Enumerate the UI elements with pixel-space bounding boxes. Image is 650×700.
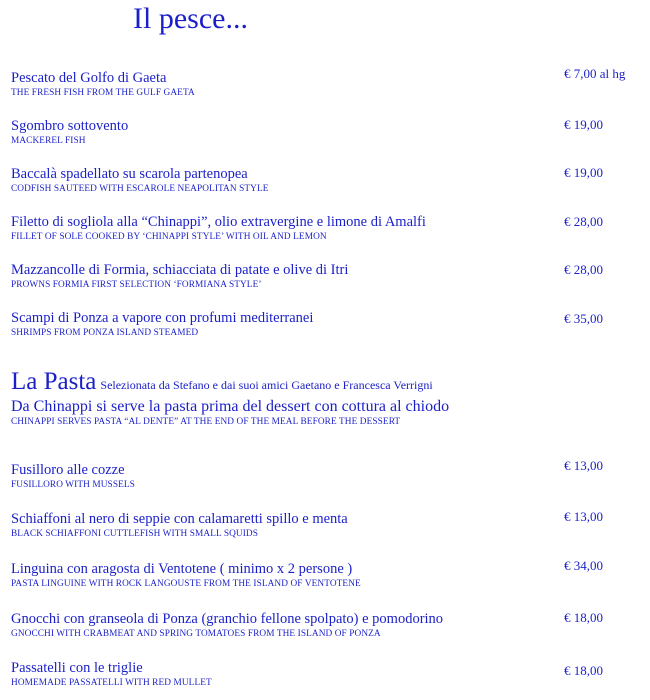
dish-description: CODFISH SAUTEED WITH ESCAROLE NEAPOLITAN STYLE	[11, 184, 269, 194]
dish-price: € 13,00	[564, 509, 603, 524]
dish-description: PROWNS FORMIA FIRST SELECTION ‘FORMIANA STYLE’	[11, 280, 262, 290]
menu-item	[11, 70, 551, 99]
dish-description: BLACK SCHIAFFONI CUTTLEFISH WITH SMALL SQUIDS	[11, 529, 259, 539]
menu-item	[11, 214, 551, 243]
dish-price: € 13,00	[564, 458, 603, 473]
dish-description: FUSILLORO WITH MUSSELS	[11, 480, 135, 490]
dish-description: FILLET OF SOLE COOKED BY ‘CHINAPPI STYLE’ WITH OIL AND LEMON	[11, 232, 327, 242]
menu-item	[11, 561, 551, 590]
menu-item	[11, 611, 551, 640]
dish-description: PASTA LINGUINE WITH ROCK LANGOUSTE FROM THE ISLAND OF VENTOTENE	[11, 579, 361, 589]
dish-price: € 18,00	[564, 610, 603, 625]
dish-price: € 35,00	[564, 311, 603, 326]
section-note: Da Chinappi si serve la pasta prima del dessert con cottura al chiodo	[11, 398, 450, 415]
dish-description: THE FRESH FISH FROM THE GULF GAETA	[11, 88, 195, 98]
dish-price: € 19,00	[564, 165, 603, 180]
dish-name: Sgombro sottovento	[11, 118, 129, 134]
dish-name: Linguina con aragosta di Ventotene ( minimo x 2 persone )	[11, 561, 353, 577]
dish-price: € 7,00 al hg	[564, 66, 626, 81]
page-title: Il pesce...	[133, 2, 248, 35]
dish-price: € 28,00	[564, 214, 603, 229]
menu-item	[11, 511, 551, 540]
dish-name: Fusilloro alle cozze	[11, 462, 125, 478]
section-note-description: CHINAPPI SERVES PASTA “AL DENTE” AT THE END OF THE MEAL BEFORE THE DESSERT	[11, 417, 401, 427]
dish-price: € 18,00	[564, 663, 603, 678]
dish-description: MACKEREL FISH	[11, 136, 86, 146]
menu-item	[11, 118, 551, 147]
dish-name: Baccalà spadellato su scarola partenopea	[11, 166, 248, 182]
section-heading	[11, 368, 433, 396]
menu-item	[11, 262, 551, 291]
dish-name: Passatelli con le triglie	[11, 660, 143, 676]
dish-description: SHRIMPS FROM PONZA ISLAND STEAMED	[11, 328, 199, 338]
dish-name: Scampi di Ponza a vapore con profumi mediterranei	[11, 310, 314, 326]
dish-name: Pescato del Golfo di Gaeta	[11, 70, 167, 86]
dish-description: HOMEMADE PASSATELLI WITH RED MULLET	[11, 678, 212, 688]
dish-name: Mazzancolle di Formia, schiacciata di patate e olive di Itri	[11, 262, 349, 278]
dish-name: Gnocchi con granseola di Ponza (granchio fellone spolpato) e pomodorino	[11, 611, 444, 627]
section-title: La Pasta	[11, 368, 97, 395]
dish-price: € 19,00	[564, 117, 603, 132]
menu-item	[11, 166, 551, 195]
menu-item	[11, 462, 551, 491]
dish-price: € 28,00	[564, 262, 603, 277]
dish-name: Schiaffoni al nero di seppie con calamaretti spillo e menta	[11, 511, 348, 527]
dish-description: GNOCCHI WITH CRABMEAT AND SPRING TOMATOES FROM THE ISLAND OF PONZA	[11, 629, 381, 639]
dish-name: Filetto di sogliola alla “Chinappi”, olio extravergine e limone di Amalfi	[11, 214, 426, 230]
dish-price: € 34,00	[564, 558, 603, 573]
menu-item	[11, 310, 551, 339]
menu-item	[11, 660, 551, 689]
section-subtitle: Selezionata da Stefano e dai suoi amici Gaetano e Francesca Verrigni	[100, 378, 433, 392]
